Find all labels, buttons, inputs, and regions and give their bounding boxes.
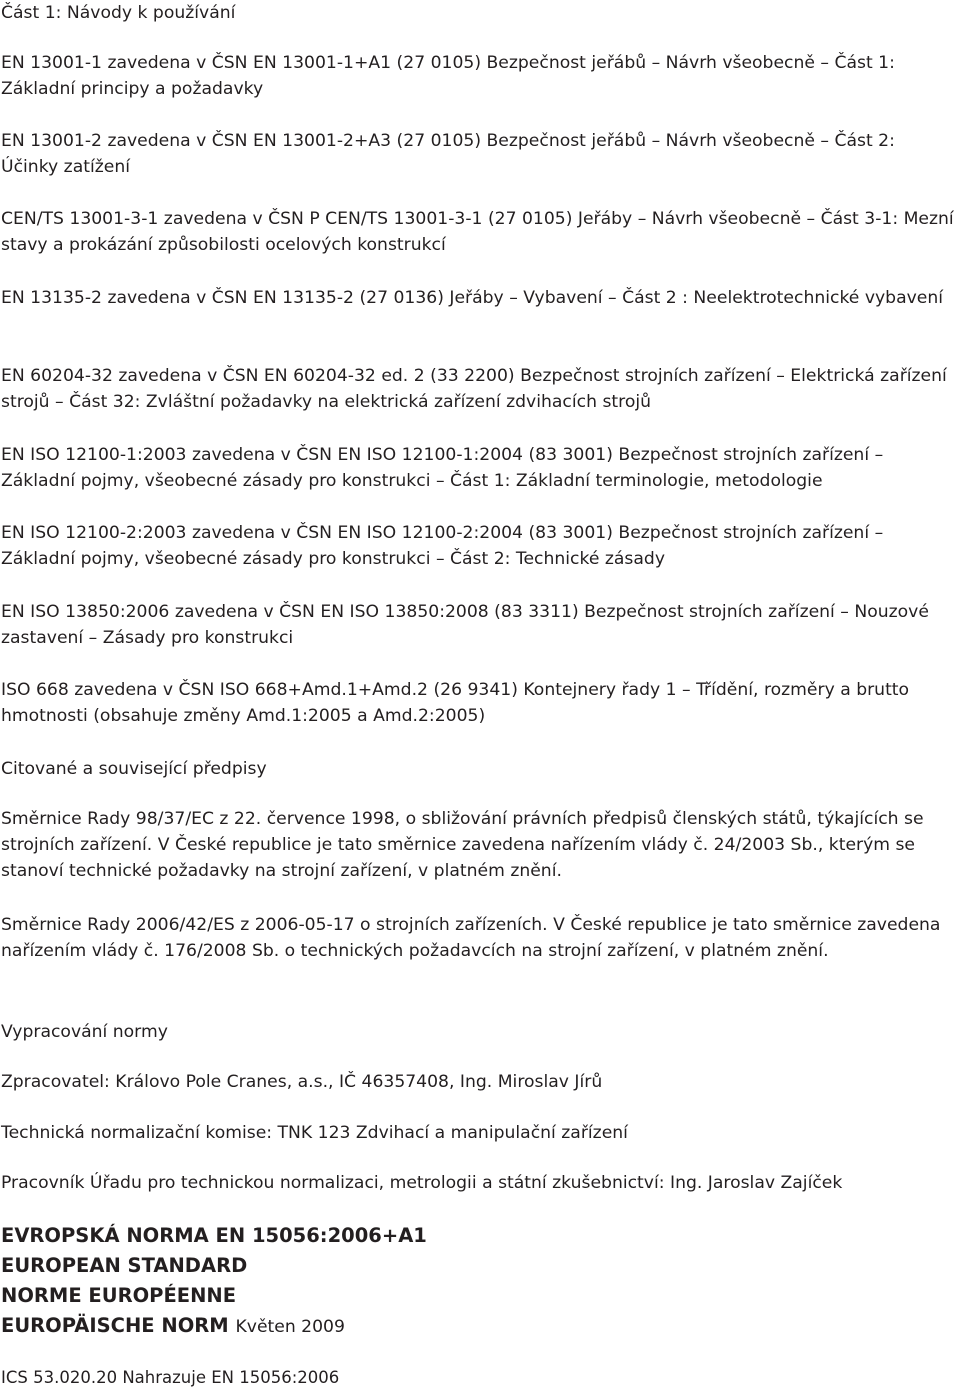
paragraph-part1-instructions: Část 1: Návody k používání xyxy=(1,3,236,23)
paragraph-en-iso-12100-2: EN ISO 12100-2:2003 zavedena v ČSN EN ISO 12100-2:2004 (83 3001) Bezpečnost strojních zařízení – Základní pojmy, všeobecné zásady pro konstrukci – Část 2: Technické zásady xyxy=(1,523,884,569)
paragraph-office-worker: Pracovník Úřadu pro technickou normalizaci, metrologii a státní zkušebnictví: Ing. Jaroslav Zajíček xyxy=(1,1173,843,1193)
standard-date: Květen 2009 xyxy=(235,1317,345,1337)
section-title-standard-preparation: Vypracování normy xyxy=(1,1022,168,1042)
ics-line: ICS 53.020.20 Nahrazuje EN 15056:2006 xyxy=(1,1368,340,1387)
standard-heading xyxy=(1,1221,957,1341)
section-title-cited-regulations: Citované a související předpisy xyxy=(1,759,267,779)
paragraph-en-13001-2: EN 13001-2 zavedena v ČSN EN 13001-2+A3 (27 0105) Bezpečnost jeřábů – Návrh všeobecně – Část 2: Účinky zatížení xyxy=(1,131,895,177)
paragraph-en-13135-2: EN 13135-2 zavedena v ČSN EN 13135-2 (27 0136) Jeřáby – Vybavení – Část 2 : Neelektrotechnické vybavení xyxy=(1,288,944,308)
standard-heading-english: EUROPEAN STANDARD xyxy=(1,1254,248,1277)
paragraph-processor: Zpracovatel: Královo Pole Cranes, a.s., IČ 46357408, Ing. Miroslav Jírů xyxy=(1,1072,603,1092)
paragraph-en-iso-12100-1: EN ISO 12100-1:2003 zavedena v ČSN EN ISO 12100-1:2004 (83 3001) Bezpečnost strojních zařízení – Základní pojmy, všeobecné zásady pro konstrukci – Část 1: Základní terminologie, metodologie xyxy=(1,445,884,491)
standard-heading-german: EUROPÄISCHE NORM xyxy=(1,1314,229,1337)
paragraph-cen-ts-13001-3-1: CEN/TS 13001-3-1 zavedena v ČSN P CEN/TS 13001-3-1 (27 0105) Jeřáby – Návrh všeobecně – Část 3-1: Mezní stavy a prokázání způsobilosti ocelových konstrukcí xyxy=(1,209,954,255)
paragraph-en-iso-13850: EN ISO 13850:2006 zavedena v ČSN EN ISO 13850:2008 (83 3311) Bezpečnost strojních zařízení – Nouzové zastavení – Zásady pro konstrukci xyxy=(1,602,929,648)
standard-heading-german-row xyxy=(1,1311,957,1341)
paragraph-technical-committee: Technická normalizační komise: TNK 123 Zdvihací a manipulační zařízení xyxy=(1,1123,628,1143)
paragraph-directive-2006-42-es: Směrnice Rady 2006/42/ES z 2006-05-17 o strojních zařízeních. V České republice je tato směrnice zavedena nařízením vlády č. 176/2008 Sb. o technických požadavcích na strojní zařízení, v platném znění. xyxy=(1,915,941,961)
paragraph-directive-98-37-ec: Směrnice Rady 98/37/EC z 22. července 1998, o sbližování právních předpisů členských států, týkajících se strojních zařízení. V České republice je tato směrnice zavedena nařízením vlády č. 24/2003 Sb., kterým se stanoví technické požadavky na strojní zařízení, v platném znění. xyxy=(1,809,924,881)
standard-heading-french: NORME EUROPÉENNE xyxy=(1,1284,237,1307)
paragraph-iso-668: ISO 668 zavedena v ČSN ISO 668+Amd.1+Amd.2 (26 9341) Kontejnery řady 1 – Třídění, rozměry a brutto hmotnosti (obsahuje změny Amd.1:2005 a Amd.2:2005) xyxy=(1,680,910,726)
paragraph-en-13001-1: EN 13001-1 zavedena v ČSN EN 13001-1+A1 (27 0105) Bezpečnost jeřábů – Návrh všeobecně – Část 1: Základní principy a požadavky xyxy=(1,53,895,99)
paragraph-en-60204-32: EN 60204-32 zavedena v ČSN EN 60204-32 ed. 2 (33 2200) Bezpečnost strojních zařízení – Elektrická zařízení strojů – Část 32: Zvláštní požadavky na elektrická zařízení zdvihacích strojů xyxy=(1,366,947,412)
standard-heading-czech: EVROPSKÁ NORMA EN 15056:2006+A1 xyxy=(1,1224,427,1247)
